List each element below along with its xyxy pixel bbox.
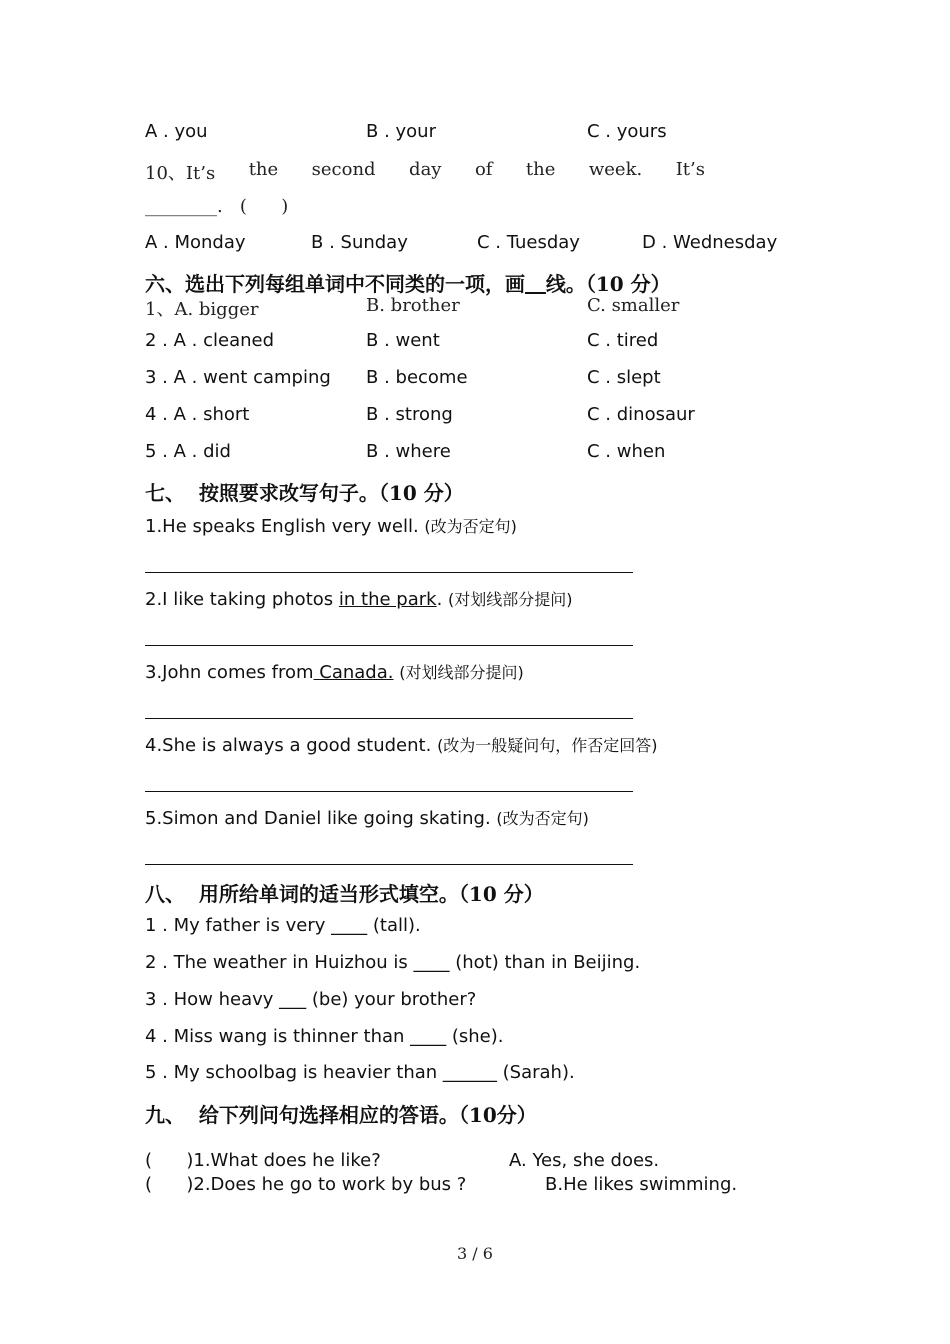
s7-q1-note: (改为否定句)	[424, 517, 517, 536]
q10-option-a: A . Monday	[145, 232, 246, 253]
q10-stem	[145, 159, 705, 185]
s7-q1-text: 1.He speaks English very well.	[145, 516, 419, 537]
s6-row3-c: C . slept	[587, 367, 661, 388]
s7-q2-post: .	[436, 589, 443, 610]
s9-answer: B.He likes swimming.	[545, 1174, 738, 1195]
s8-item: 2 . The weather in Huizhou is ____ (hot) than in Beijing.	[145, 952, 641, 973]
s6-row1-a: 1、A. bigger	[145, 299, 259, 320]
s6-row4-c: C . dinosaur	[587, 404, 695, 425]
s7-q2-note: (对划线部分提问)	[448, 590, 573, 609]
section6-title-pre: 六、选出下列每组单词中不同类的一项，画	[145, 272, 525, 296]
s7-q1-answer-line	[145, 572, 633, 573]
q10-option-d: D . Wednesday	[642, 232, 778, 253]
s7-q2-pre: 2.I like taking photos	[145, 589, 339, 610]
s8-item: 4 . Miss wang is thinner than ____ (she).	[145, 1026, 504, 1047]
s6-row2-b: B . went	[366, 330, 440, 351]
s6-row1-b: B. brother	[366, 295, 460, 316]
q10-option-b: B . Sunday	[311, 232, 408, 253]
q10-word: It’s	[675, 159, 705, 180]
s6-row4-b: B . strong	[366, 404, 453, 425]
s7-q4-answer-line	[145, 791, 633, 792]
s6-row1-c: C. smaller	[587, 295, 680, 316]
page-number: 3 / 6	[457, 1244, 493, 1263]
s7-q4	[145, 733, 658, 756]
s8-item: 1 . My father is very ____ (tall).	[145, 915, 421, 936]
s7-q3-pre: 3.John comes from	[145, 662, 314, 683]
s7-q5-note: (改为否定句)	[496, 809, 589, 828]
s6-row2-a: 2 . A . cleaned	[145, 330, 275, 351]
q10-word: week.	[588, 159, 643, 180]
s9-question: ( )2.Does he go to work by bus ?	[145, 1174, 467, 1195]
s7-q1	[145, 514, 517, 537]
section7-title: 七、 按照要求改写句子。（10 分）	[145, 481, 464, 505]
s8-item: 5 . My schoolbag is heavier than ______ (Sarah).	[145, 1062, 575, 1083]
s7-q2-underlined: in the park	[338, 589, 437, 610]
q10-word: of	[474, 159, 493, 180]
s6-row3-b: B . become	[366, 367, 468, 388]
s7-q2-answer-line	[145, 645, 633, 646]
s7-q3-note: (对划线部分提问)	[399, 663, 524, 682]
s7-q3-answer-line	[145, 718, 633, 719]
s7-q5-text: 5.Simon and Daniel like going skating.	[145, 808, 491, 829]
q10-blank: ________. ( )	[145, 196, 289, 217]
s6-row2-c: C . tired	[587, 330, 659, 351]
s7-q3-underlined: Canada.	[313, 662, 394, 683]
q10-word: the	[248, 159, 279, 180]
q9-option-a: A . you	[145, 121, 208, 142]
s6-row5-b: B . where	[366, 441, 451, 462]
q10-word: second	[311, 159, 376, 180]
s6-row4-a: 4 . A . short	[145, 404, 250, 425]
s7-q5	[145, 806, 589, 829]
s6-row3-a: 3 . A . went camping	[145, 367, 331, 388]
section6-title-underline	[525, 272, 546, 296]
s9-answer: A. Yes, she does.	[509, 1150, 660, 1171]
q10-word: the	[525, 159, 556, 180]
s7-q4-text: 4.She is always a good student.	[145, 735, 432, 756]
section6-title	[145, 268, 671, 297]
s7-q4-note: (改为一般疑问句，作否定回答)	[437, 736, 658, 755]
s7-q5-answer-line	[145, 864, 633, 865]
s7-q3	[145, 660, 524, 683]
q10-option-c: C . Tuesday	[477, 232, 580, 253]
s8-item: 3 . How heavy ___ (be) your brother?	[145, 989, 477, 1010]
q9-option-b: B . your	[366, 121, 436, 142]
section6-title-post: 线。（10 分）	[545, 272, 671, 296]
s6-row5-c: C . when	[587, 441, 666, 462]
s9-question: ( )1.What does he like?	[145, 1150, 381, 1171]
q9-option-c: C . yours	[587, 121, 667, 142]
s6-row5-a: 5 . A . did	[145, 441, 231, 462]
q10-word: day	[409, 159, 442, 180]
s7-q2	[145, 587, 573, 610]
q10-word: 10、It’s	[145, 163, 216, 184]
section8-title: 八、 用所给单词的适当形式填空。（10 分）	[145, 882, 544, 906]
section9-title: 九、 给下列问句选择相应的答语。（10分）	[145, 1103, 537, 1127]
